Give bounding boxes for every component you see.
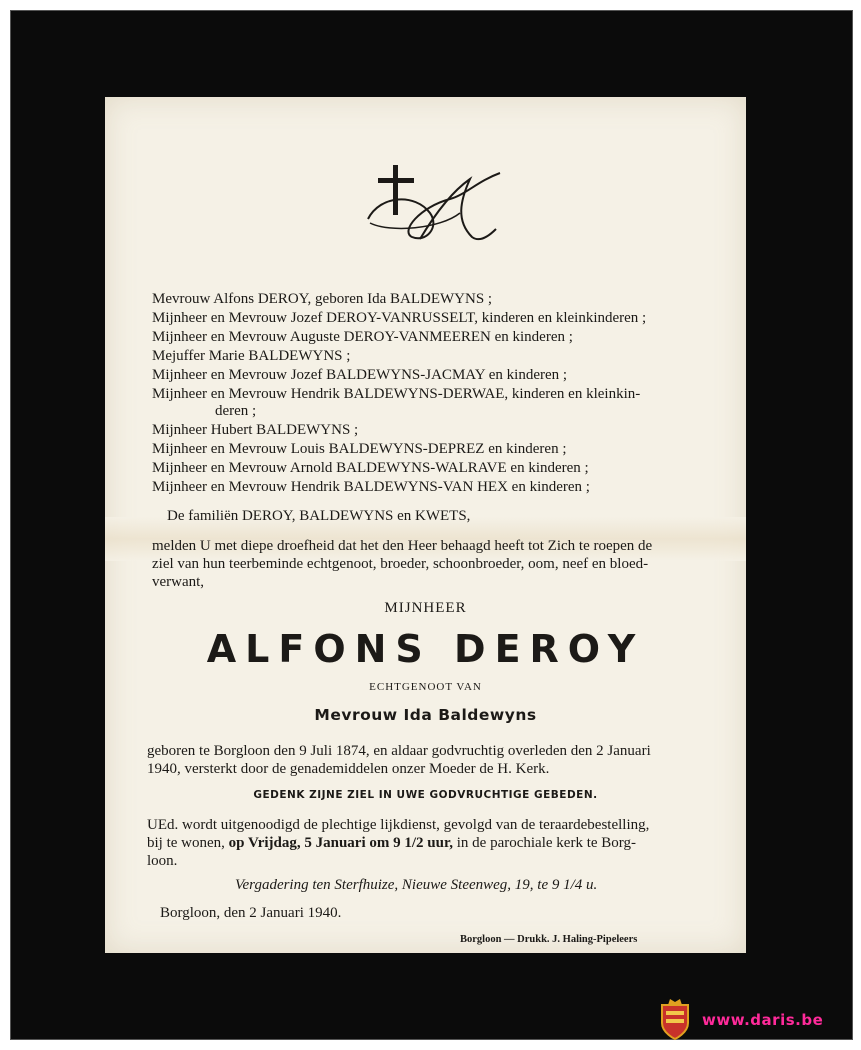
announcement-line: melden U met diepe droefheid dat het den Heer behaagd heeft tot Zich te roepen de (152, 538, 653, 554)
family-line: Mijnheer en Mevrouw Louis BALDEWYNS-DEPREZ en kinderen ; (152, 441, 567, 457)
title-prefix: MIJNHEER (384, 600, 467, 616)
families-line: De familiën DEROY, BALDEWYNS en KWETS, (167, 508, 471, 524)
service-datetime: op Vrijdag, 5 Januari om 9 1/2 uur, (228, 835, 453, 851)
family-line: Mevrouw Alfons DEROY, geboren Ida BALDEWYNS ; (152, 291, 493, 307)
birth-death-line: 1940, versterkt door de genademiddelen onzer Moeder de H. Kerk. (147, 761, 550, 777)
deceased-name: ALFONS DEROY (206, 627, 645, 671)
birth-death-line: geboren te Borgloon den 9 Juli 1874, en aldaar godvruchtig overleden den 2 Januari (147, 743, 651, 759)
gathering-line: Vergadering ten Sterfhuize, Nieuwe Steenweg, 19, te 9 1/4 u. (235, 877, 598, 893)
prayer-line: GEDENK ZIJNE ZIEL IN UWE GODVRUCHTIGE GEBEDEN. (253, 789, 598, 801)
invitation-text: in de parochiale kerk te Borg- (453, 835, 636, 851)
family-line: Mijnheer en Mevrouw Hendrik BALDEWYNS-DERWAE, kinderen en kleinkin- (152, 386, 641, 402)
family-line: Mijnheer en Mevrouw Jozef DEROY-VANRUSSELT, kinderen en kleinkinderen ; (152, 310, 647, 326)
invitation-line: UEd. wordt uitgenoodigd de plechtige lijkdienst, gevolgd van de teraardebestelling, (147, 817, 650, 833)
place-date: Borgloon, den 2 Januari 1940. (160, 905, 342, 921)
watermark-text: www.daris.be (702, 1011, 824, 1029)
invitation-text: bij te wonen, (147, 835, 229, 851)
family-line: Mijnheer en Mevrouw Arnold BALDEWYNS-WALRAVE en kinderen ; (152, 460, 589, 476)
site-watermark (658, 997, 848, 1041)
family-line: Mijnheer en Mevrouw Auguste DEROY-VANMEEREN en kinderen ; (152, 329, 573, 345)
invitation-line (147, 834, 636, 852)
family-line: Mejuffer Marie BALDEWYNS ; (152, 348, 351, 364)
spouse-prefix: ECHTGENOOT VAN (369, 681, 482, 693)
family-line: Mijnheer Hubert BALDEWYNS ; (152, 422, 359, 438)
family-line: deren ; (215, 403, 257, 419)
family-line: Mijnheer en Mevrouw Jozef BALDEWYNS-JACMAY en kinderen ; (152, 367, 568, 383)
invitation-line: loon. (147, 853, 178, 869)
family-line: Mijnheer en Mevrouw Hendrik BALDEWYNS-VAN HEX en kinderen ; (152, 479, 590, 495)
announcement-line: ziel van hun teerbeminde echtgenoot, broeder, schoonbroeder, oom, neef en bloed- (152, 556, 649, 572)
cross-monogram-icon (360, 159, 510, 249)
printer-credit: Borgloon — Drukk. J. Haling-Pipeleers (460, 934, 638, 945)
death-notice-card (105, 97, 746, 953)
spouse-name: Mevrouw Ida Baldewyns (314, 706, 537, 724)
crest-icon (658, 997, 692, 1041)
announcement-line: verwant, (152, 574, 205, 590)
